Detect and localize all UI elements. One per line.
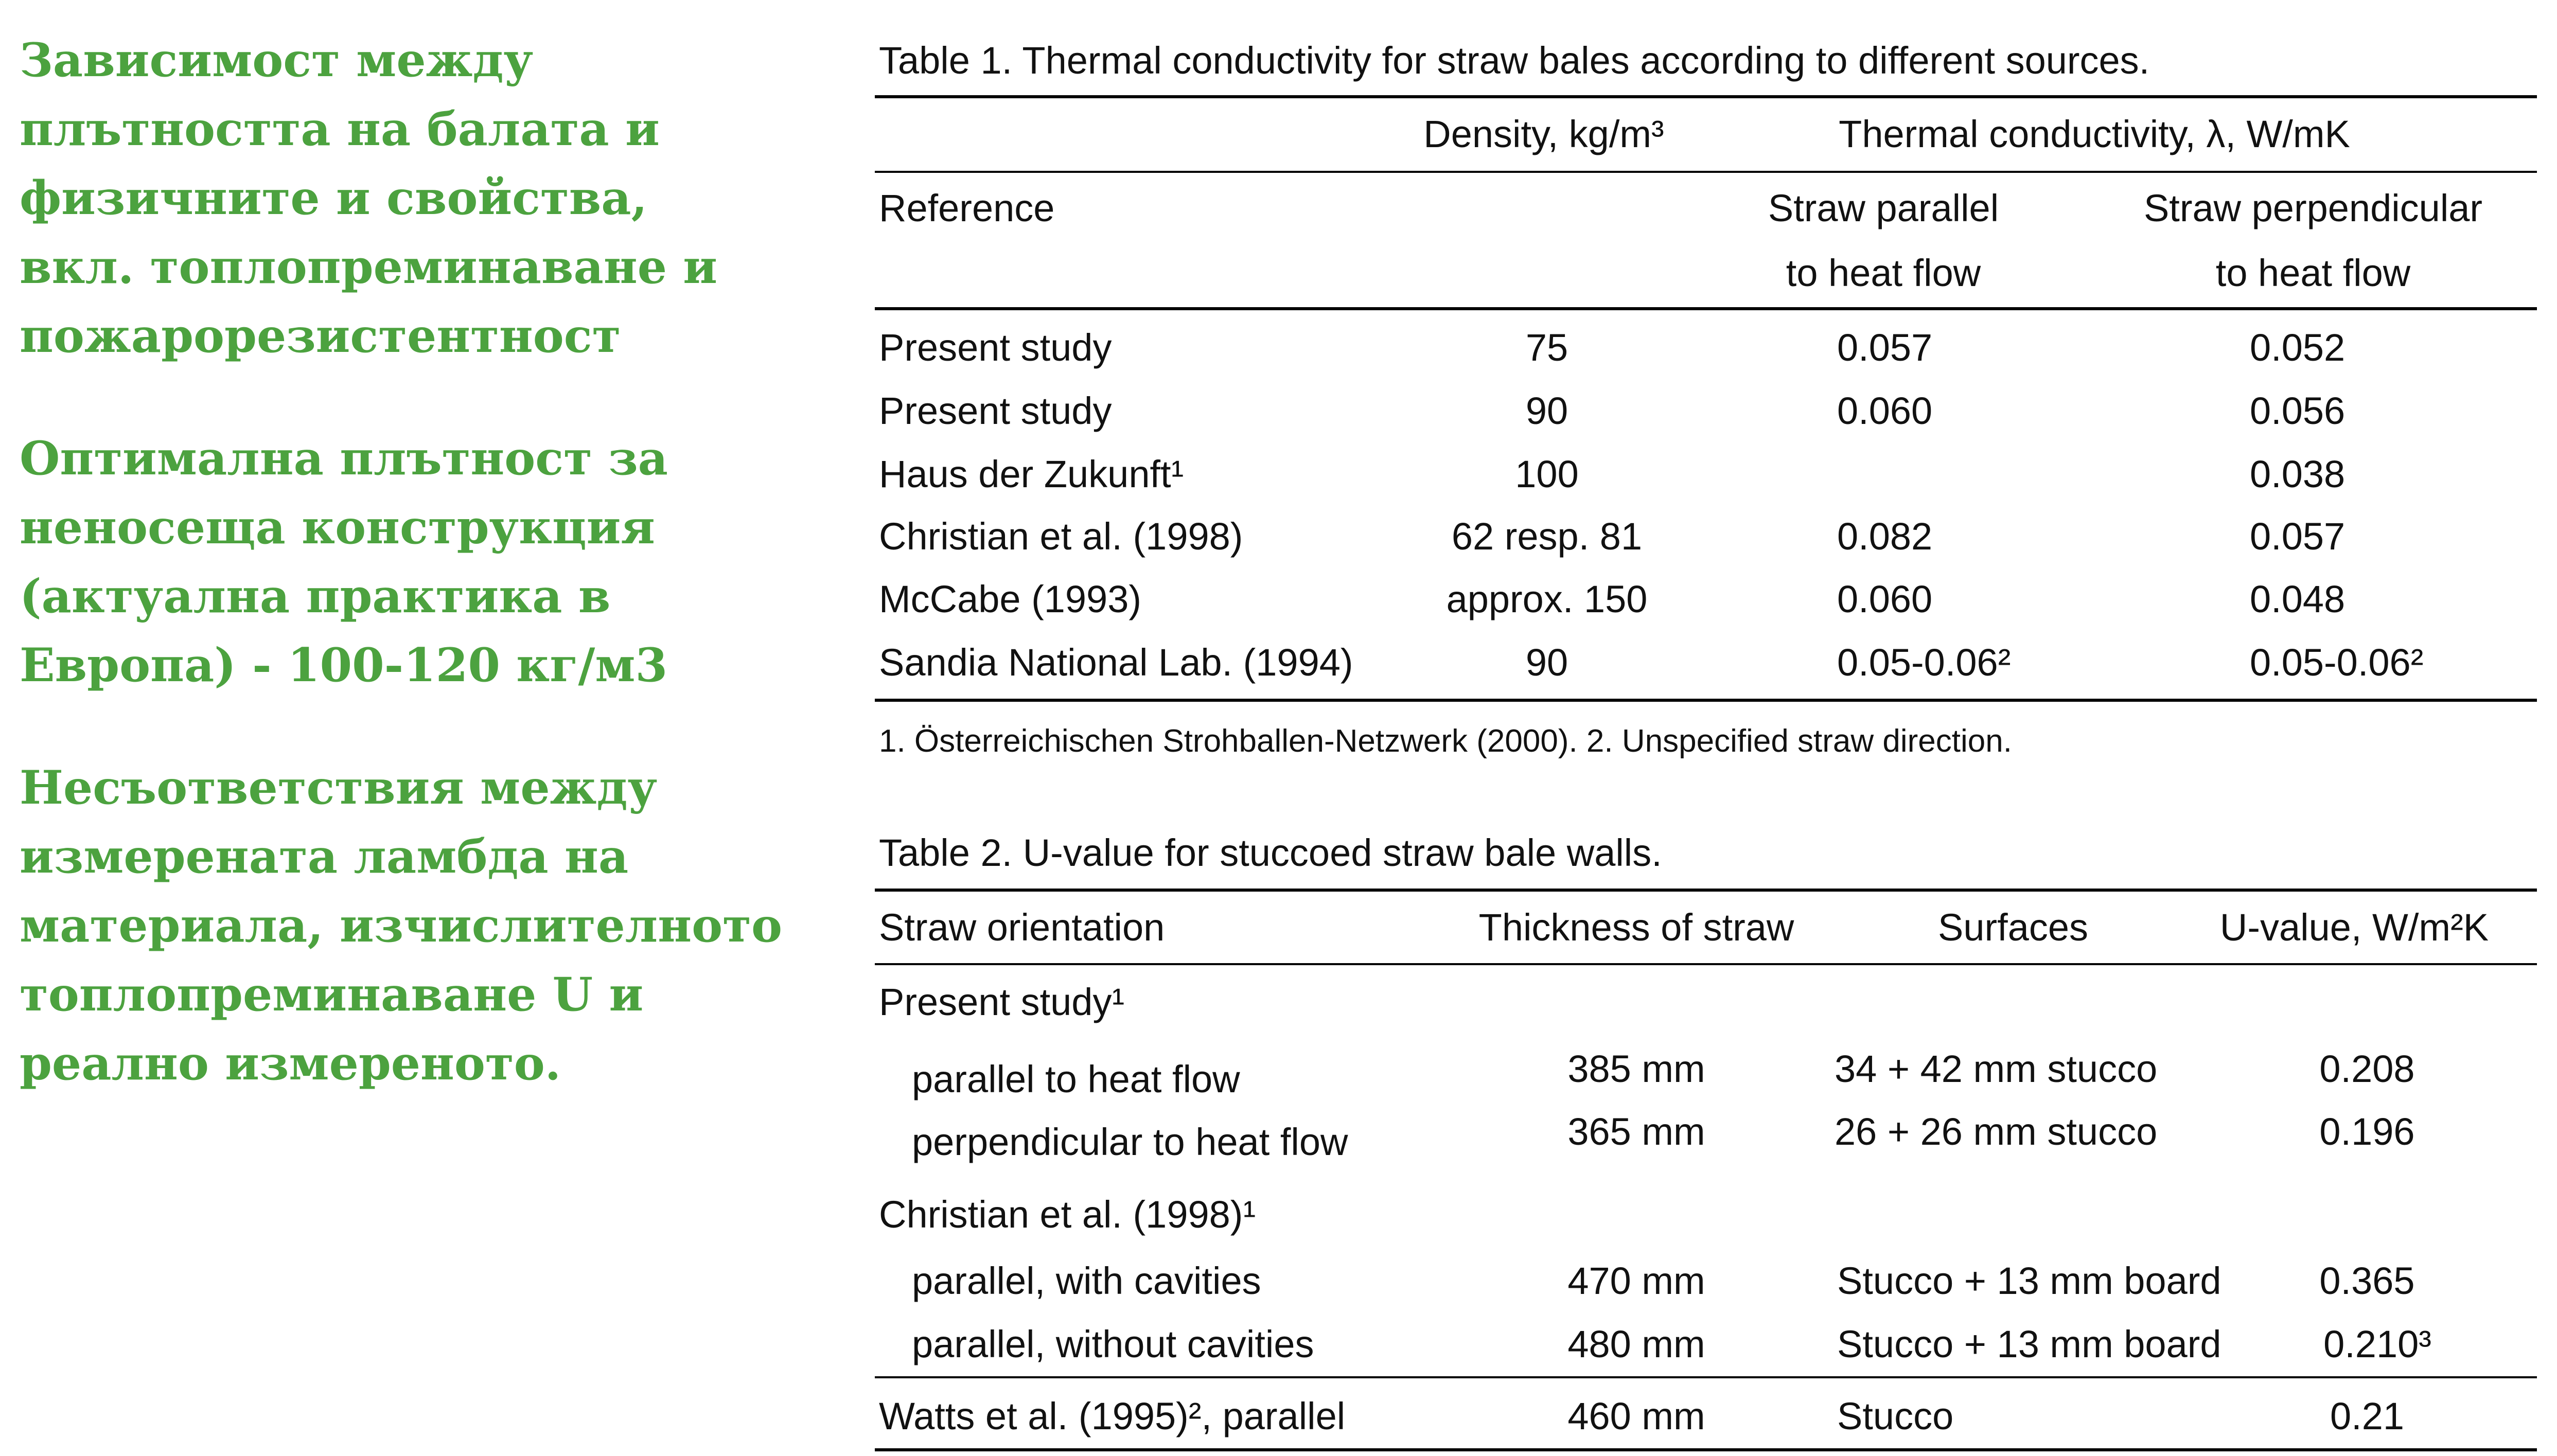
table1-header-perpendicular-2: to heat flow <box>2215 252 2411 294</box>
table2-group-rule <box>875 1376 2537 1378</box>
table2-cell-surfaces: 26 + 26 mm stucco <box>1835 1110 2158 1153</box>
notes-line: плътността на балата и <box>20 102 660 156</box>
table1-cell-perpendicular: 0.05-0.06² <box>2250 641 2424 684</box>
table1-cell-parallel: 0.082 <box>1837 515 1933 558</box>
table2-header-rule <box>875 963 2537 965</box>
table1-cell-reference: McCabe (1993) <box>879 578 1142 620</box>
notes-paragraph-3 <box>20 753 822 1098</box>
notes-line: физичните и свойства, <box>20 171 647 225</box>
table2-cell-uvalue: 0.196 <box>2319 1110 2415 1153</box>
notes-line: материала, изчислителното <box>20 898 782 953</box>
notes-paragraph-2 <box>20 424 822 700</box>
table1-cell-perpendicular: 0.038 <box>2250 453 2346 495</box>
table1-cell-density: approx. 150 <box>1446 578 1648 620</box>
table1-cell-density: 100 <box>1515 453 1579 495</box>
table2-header-surfaces: Surfaces <box>1937 906 2089 949</box>
table2-cell-surfaces: Stucco + 13 mm board <box>1837 1259 2221 1302</box>
table2-cell-uvalue: 0.208 <box>2319 1047 2415 1090</box>
table1-cell-parallel: 0.060 <box>1837 578 1933 620</box>
notes-line: неносеща конструкция <box>20 500 655 555</box>
table2-cell-thickness: 480 mm <box>1567 1323 1705 1365</box>
table1-cell-perpendicular: 0.048 <box>2250 578 2346 620</box>
notes-line: реално измереното. <box>20 1036 561 1091</box>
table1-cell-parallel: 0.060 <box>1837 389 1933 432</box>
table1-cell-reference: Christian et al. (1998) <box>879 515 1243 558</box>
tables-area <box>875 0 2537 1456</box>
table2-cell-thickness: 385 mm <box>1567 1047 1705 1090</box>
notes-paragraph-1 <box>20 26 822 370</box>
table1-cell-density: 75 <box>1525 326 1568 369</box>
table1-cell-reference: Present study <box>879 389 1112 432</box>
table2-cell-uvalue: 0.365 <box>2319 1259 2415 1302</box>
table1-cell-perpendicular: 0.052 <box>2250 326 2346 369</box>
table2-bottom-rule <box>875 1448 2537 1451</box>
notes-line: измерената ламбда на <box>20 829 629 884</box>
table2-group-title: Christian et al. (1998)¹ <box>879 1193 1256 1236</box>
table1-cell-perpendicular: 0.057 <box>2250 515 2346 558</box>
table1-cell-density: 90 <box>1525 641 1568 684</box>
table1-header-reference: Reference <box>879 187 1055 229</box>
table1-cell-perpendicular: 0.056 <box>2250 389 2346 432</box>
table1-header-parallel: Straw parallel <box>1768 187 1999 229</box>
notes-line: Несъответствия между <box>20 760 658 815</box>
table2-cell-orientation: perpendicular to heat flow <box>912 1121 1348 1163</box>
notes-line: топлопреминаване U и <box>20 967 644 1022</box>
table2-cell-uvalue: 0.21 <box>2330 1395 2405 1437</box>
left-notes <box>20 26 822 1098</box>
notes-line: Зависимост между <box>20 33 534 87</box>
table2-cell-orientation: Watts et al. (1995)², parallel <box>879 1395 1346 1437</box>
notes-line: вкл. топлопреминаване и <box>20 240 718 294</box>
table2-group-title: Present study¹ <box>879 981 1125 1023</box>
table2-top-rule <box>875 889 2537 892</box>
notes-line: Европа) - 100-120 кг/м3 <box>20 638 668 693</box>
table2-caption: Table 2. U-value for stuccoed straw bale walls. <box>879 831 1662 874</box>
table2-cell-thickness: 460 mm <box>1567 1395 1705 1437</box>
table2-cell-uvalue: 0.210³ <box>2323 1323 2431 1365</box>
table1-header-perpendicular: Straw perpendicular <box>2143 187 2483 229</box>
table1-caption: Table 1. Thermal conductivity for straw bales according to different sources. <box>879 39 2150 82</box>
table1-footnote: 1. Österreichischen Strohballen-Netzwerk (2000). 2. Unspecified straw direction. <box>879 723 2012 759</box>
table1-cell-reference: Sandia National Lab. (1994) <box>879 641 1353 684</box>
table2-cell-surfaces: 34 + 42 mm stucco <box>1835 1047 2158 1090</box>
table1-cell-reference: Haus der Zukunft¹ <box>879 453 1184 495</box>
table2-cell-orientation: parallel, without cavities <box>912 1323 1314 1365</box>
table2-cell-thickness: 365 mm <box>1567 1110 1705 1153</box>
notes-line: пожарорезистентност <box>20 309 621 363</box>
table1-cell-density: 62 resp. 81 <box>1451 515 1643 558</box>
notes-line: Оптимална плътност за <box>20 431 668 486</box>
table1-top-rule <box>875 95 2537 98</box>
notes-line: (актуална практика в <box>20 569 611 624</box>
table1-cell-parallel: 0.05-0.06² <box>1837 641 2011 684</box>
table1-cell-reference: Present study <box>879 326 1112 369</box>
table1-body-rule <box>875 307 2537 310</box>
table1-header-parallel-2: to heat flow <box>1786 252 1981 294</box>
table1-cell-density: 90 <box>1525 389 1568 432</box>
table2-cell-surfaces: Stucco <box>1837 1395 1954 1437</box>
table1-header-density: Density, kg/m³ <box>1423 113 1664 155</box>
table2-header-orientation: Straw orientation <box>879 906 1165 949</box>
table2-cell-orientation: parallel to heat flow <box>912 1058 1240 1100</box>
table2-header-uvalue: U-value, W/m²K <box>2219 906 2489 949</box>
table1-bottom-rule <box>875 699 2537 702</box>
table1-header-rule <box>875 171 2537 173</box>
table1-header-thermal: Thermal conductivity, λ, W/mK <box>1839 113 2350 155</box>
table2-cell-thickness: 470 mm <box>1567 1259 1705 1302</box>
table1-cell-parallel: 0.057 <box>1837 326 1933 369</box>
table2-cell-orientation: parallel, with cavities <box>912 1259 1261 1302</box>
table2-cell-surfaces: Stucco + 13 mm board <box>1837 1323 2221 1365</box>
table2-header-thickness: Thickness of straw <box>1478 906 1794 949</box>
